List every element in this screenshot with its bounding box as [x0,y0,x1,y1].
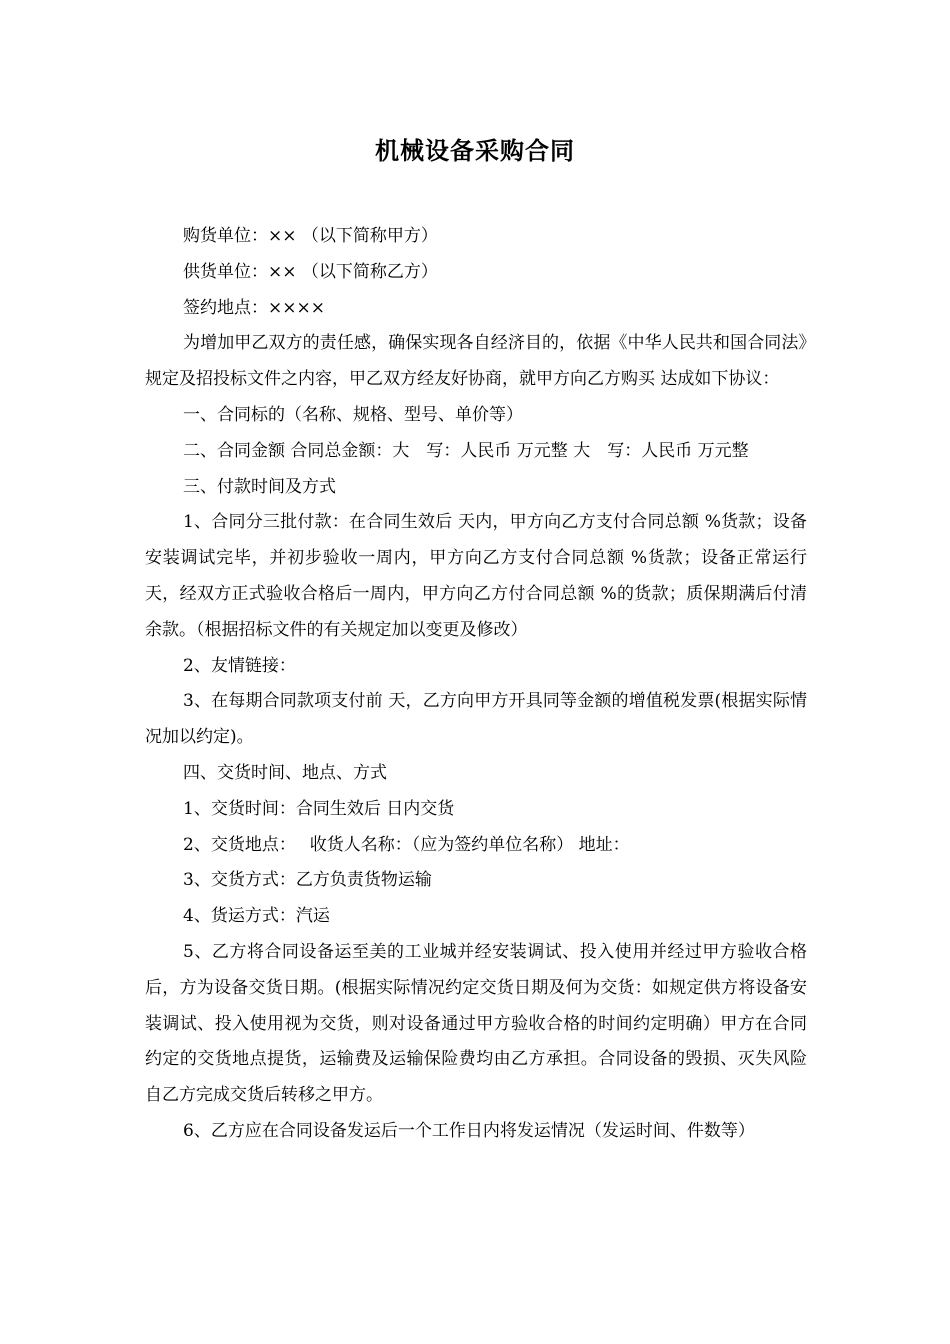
paragraph-delivery-method: 3、交货方式：乙方负责货物运输 [183,870,432,891]
heading-delivery: 四、交货时间、地点、方式 [183,762,387,783]
paragraph-payment-3: 3、在每期合同款项支付前 天，乙方向甲方开具同等金额的增值税发票(根据实际情况加以约定)。 [145,691,807,748]
heading-contract-subject: 一、合同标的（名称、规格、型号、单价等） [183,404,523,425]
paragraph-delivery-time: 1、交货时间：合同生效后 日内交货 [183,798,455,819]
paragraph-payment-1: 1、合同分三批付款：在合同生效后 天内，甲方向乙方支付合同总额 %货款；设备安装调试完毕，并初步验收一周内，甲方向乙方支付合同总额 %货款；设备正常运行 天，经双方正式验收合格后一周内，甲方向乙方付合同总额 %的货款；质保期满后付清余款。（根据招标文件的有关规定加以变更及修改） [145,512,807,640]
paragraph-contract-amount: 二、合同金额 合同总金额：大 写：人民币 万元整 大 写：人民币 万元整 [183,440,749,461]
paragraph-preamble: 为增加甲乙双方的责任感，确保实现各自经济目的，依据《中华人民共和国合同法》规定及招投标文件之内容，甲乙双方经友好协商，就甲方向乙方购买 达成如下协议： [145,333,807,390]
heading-payment: 三、付款时间及方式 [183,476,336,497]
paragraph-delivery-6: 6、乙方应在合同设备发运后一个工作日内将发运情况（发运时间、件数等） [183,1120,755,1141]
document-title: 机械设备采购合同 [375,136,575,165]
document-body [145,219,807,1150]
paragraph-delivery-5: 5、乙方将合同设备运至美的工业城并经安装调试、投入使用并经过甲方验收合格后，方为设备交货日期。(根据实际情况约定交货日期及何为交货：如规定供方将设备安装调试、投入使用视为交货，则对设备通过甲方验收合格的时间约定明确）甲方在合同约定的交货地点提货，运输费及运输保险费均由乙方承担。合同设备的毁损、灭失风险自乙方完成交货后转移之甲方。 [145,941,807,1106]
paragraph-payment-2: 2、友情链接： [183,655,296,676]
paragraph-supplier: 供货单位：×× （以下简称乙方） [183,261,438,282]
paragraph-signing-place: 签约地点：×××× [183,297,325,318]
paragraph-buyer: 购货单位：×× （以下简称甲方） [183,226,438,246]
paragraph-delivery-place: 2、交货地点： 收货人名称：（应为签约单位名称） 地址： [183,834,630,855]
paragraph-freight-method: 4、货运方式：汽运 [183,906,330,927]
